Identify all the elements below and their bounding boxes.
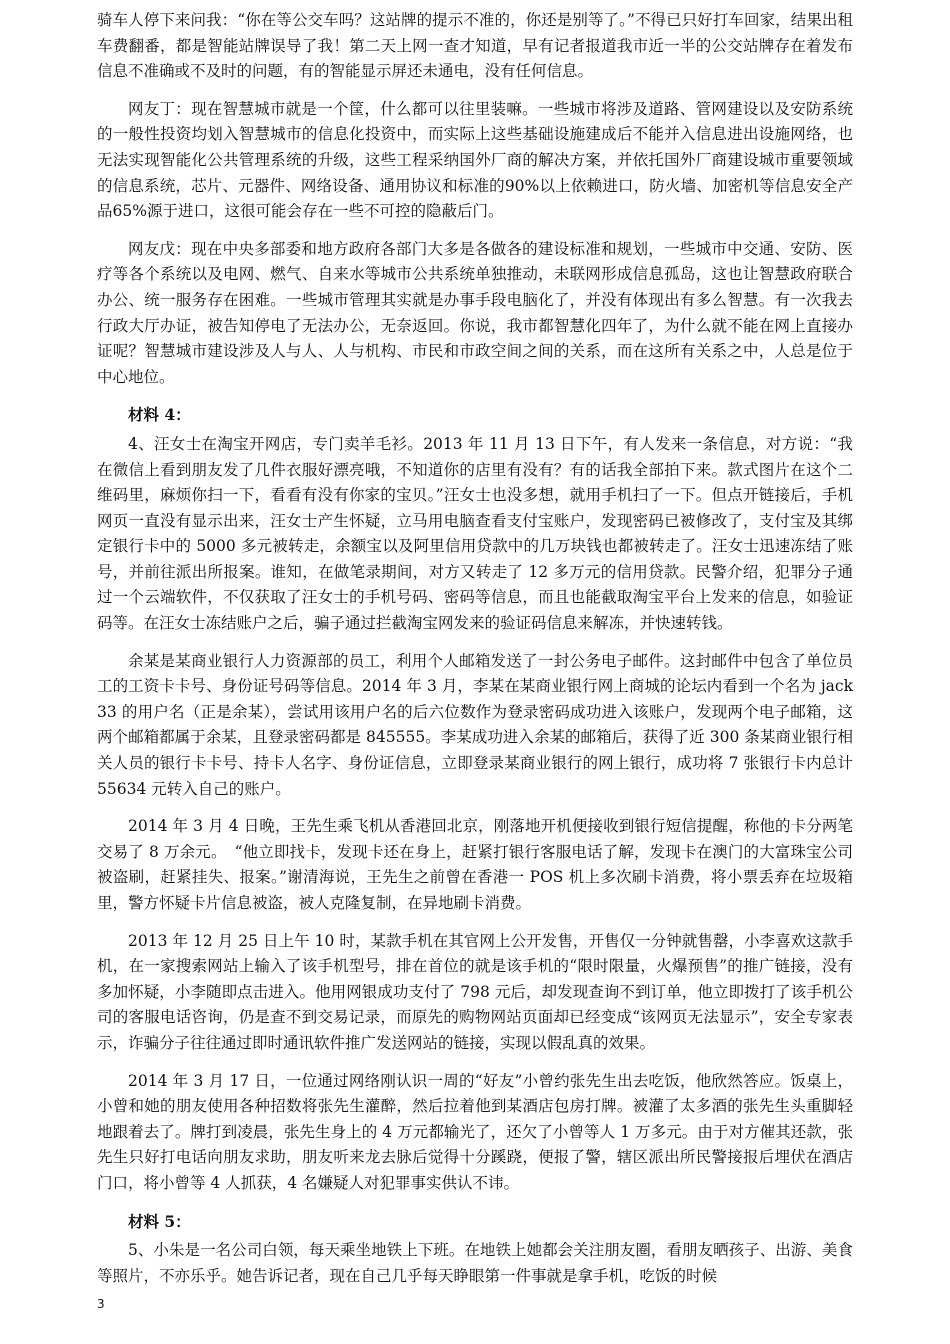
- paragraph-netizen-ding: 网友丁：现在智慧城市就是一个筐，什么都可以往里装嘛。一些城市将涉及道路、管网建设以及安防系统的一般性投资均划入智慧城市的信息化投资中，而实际上这些基础设施建成后不能并入信息进出设施网络，也无法实现智能化公共管理系统的升级，这些工程采纳国外厂商的解决方案，并依托国外厂商建设城市重要领域的信息系统，芯片、元器件、网络设备、通用协议和标准的90%以上依赖进口，防火墙、加密机等信息安全产品65%源于进口，这很可能会存在一些不可控的隐蔽后门。: [97, 99, 853, 221]
- paragraph-case-yu: 余某是某商业银行人力资源部的员工，利用个人邮箱发送了一封公务电子邮件。这封邮件中包含了单位员工的工资卡卡号、身份证号码等信息。2014 年 3 月，李某在某商业银行网上商城的论坛内看到一个名为 jack33 的用户名（正是余某），尝试用该用户名的后六位数作为登录密码成功进入该账户，发现两个电子邮箱，这两个邮箱都属于余某，且登录密码都是 845555。李某成功进入余某的邮箱后，获得了近 300 条某商业银行相关人员的银行卡卡号、持卡人名字、身份证信息，立即登录某商业银行的网上银行，成功将 7 张银行卡内总计 55634 元转入自己的账户。: [97, 651, 853, 798]
- page-number: 3: [97, 1297, 105, 1311]
- paragraph-case-mr-wang: 2014 年 3 月 4 日晚，王先生乘飞机从香港回北京，刚落地开机便接收到银行短信提醒，称他的卡分两笔交易了 8 万余元。 “他立即找卡，发现卡还在身上，赶紧打银行客服电话了解，发现卡在澳门的大富珠宝公司被盗刷，赶紧挂失、报案。”谢清海说，王先生之前曾在香港一 POS 机上多次刷卡消费，将小票丢弃在垃圾箱里，警方怀疑卡片信息被盗，被人克隆复制，在异地刷卡消费。: [97, 817, 853, 912]
- section-heading-material-5: 材料 5：: [128, 1211, 191, 1231]
- paragraph-netizen-wu: 网友戊：现在中央多部委和地方政府各部门大多是各做各的建设标准和规划，一些城市中交通、安防、医疗等各个系统以及电网、燃气、自来水等城市公共系统单独推动，未联网形成信息孤岛，这也让智慧政府联合办公、统一服务存在困难。一些城市管理其实就是办事手段电脑化了，并没有体现出有多么智慧。有一次我去行政大厅办证，被告知停电了无法办公，无奈返回。你说，我市都智慧化四年了，为什么就不能在网上直接办证呢？智慧城市建设涉及人与人、人与机构、市民和市政空间之间的关系，而在这所有关系之中，人总是位于中心地位。: [97, 239, 853, 386]
- document-page: [97, 8, 853, 1301]
- paragraph-case-xiao-li: 2013 年 12 月 25 日上午 10 时，某款手机在其官网上公开发售，开售仅一分钟就售罄，小李喜欢这款手机，在一家搜索网站上输入了该手机型号，排在首位的就是该手机的“限时限量，火爆预售”的推广链接，没有多加怀疑，小李随即点击进入。他用网银成功支付了 798 元后，却发现查询不到订单，他立即拨打了该手机公司的客服电话咨询，仍是查不到交易记录，而原先的购物网站页面却已经变成“该网页无法显示”，安全专家表示，诈骗分子往往通过即时通讯软件推广发送网站的链接，实现以假乱真的效果。: [97, 931, 853, 1052]
- paragraph-case-wang: 4、汪女士在淘宝开网店，专门卖羊毛衫。2013 年 11 月 13 日下午，有人发来一条信息，对方说：“我在微信上看到朋友发了几件衣服好漂亮哦，不知道你的店里有没有？有的话我全部拍下来。款式图片在这个二维码里，麻烦你扫一下，看看有没有你家的宝贝。”汪女士也没多想，就用手机扫了一下。但点开链接后，手机网页一直没有显示出来，汪女士产生怀疑，立马用电脑查看支付宝账户，发现密码已被修改了，支付宝及其绑定银行卡中的 5000 多元被转走，余额宝以及阿里信用贷款中的几万块钱也都被转走了。汪女士迅速冻结了账号，并前往派出所报案。谁知，在做笔录期间，对方又转走了 12 多万元的信用贷款。民警介绍，犯罪分子通过一个云端软件，不仅获取了汪女士的手机号码、密码等信息，而且也能截取淘宝平台上发来的信息，如验证码等。在汪女士冻结账户之后，骗子通过拦截淘宝网发来的验证码信息来解冻，并快速转钱。: [97, 434, 853, 633]
- paragraph-case-zhang: 2014 年 3 月 17 日，一位通过网络刚认识一周的“好友”小曾约张先生出去吃饭，他欣然答应。饭桌上，小曾和她的朋友使用各种招数将张先生灌醉，然后拉着他到某酒店包房打牌。被灌了太多酒的张先生头重脚轻地跟着去了。牌打到凌晨，张先生身上的 4 万元都输光了，还欠了小曾等人 1 万多元。由于对方催其还款，张先生只好打电话向朋友求助，朋友听来龙去脉后觉得十分蹊跷，便报了警，辖区派出所民警接报后埋伏在酒店门口，将小曾等 4 人抓获，4 名嫌疑人对犯罪事实供认不讳。: [97, 1071, 853, 1192]
- section-heading-material-4: 材料 4：: [128, 405, 191, 425]
- paragraph-case-xiao-zhu: 5、小朱是一名公司白领，每天乘坐地铁上下班。在地铁上她都会关注朋友圈，看朋友晒孩子、出游、美食等照片，不亦乐乎。她告诉记者，现在自己几乎每天睁眼第一件事就是拿手机，吃饭的时候: [97, 1241, 853, 1285]
- paragraph-continuation: 骑车人停下来问我：“你在等公交车吗？这站牌的提示不准的，你还是别等了。”不得已只好打车回家，结果出租车费翻番，都是智能站牌误导了我！第二天上网一查才知道，早有记者报道我市近一半的公交站牌存在着发布信息不准确或不及时的问题，有的智能显示屏还未通电，没有任何信息。: [97, 11, 853, 81]
